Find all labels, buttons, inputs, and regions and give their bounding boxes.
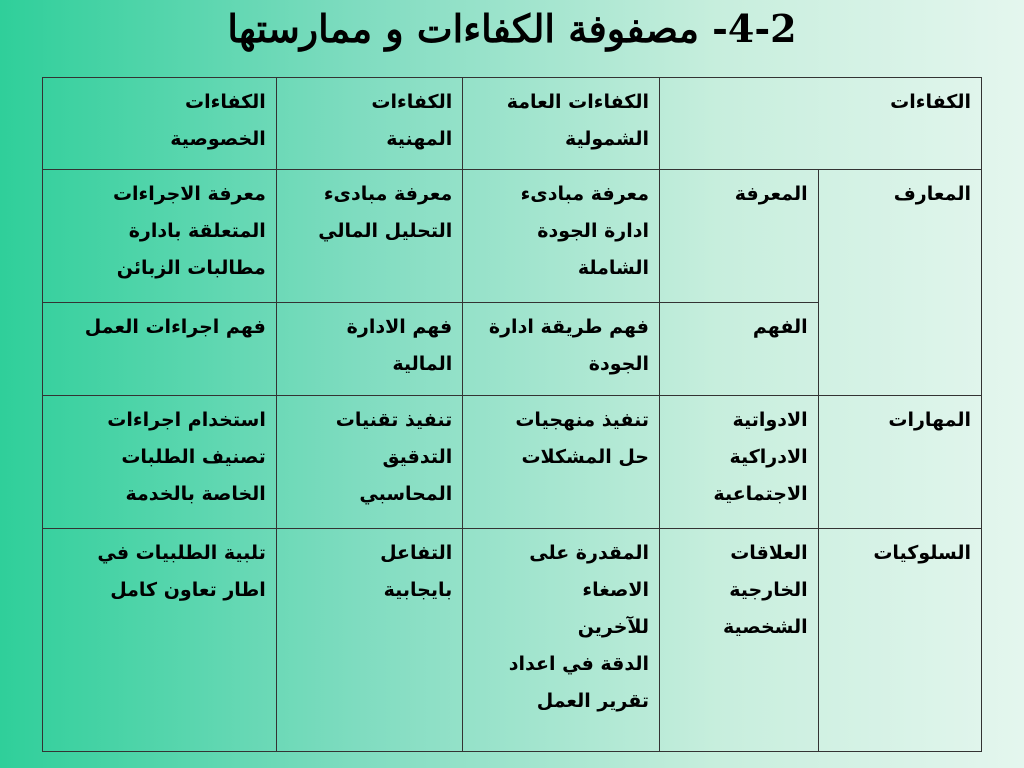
cell-professional: معرفة مبادىء التحليل المالي: [276, 170, 462, 303]
header-professional: الكفاءات المهنية: [276, 78, 462, 170]
cell-professional: تنفيذ تقنيات التدقيق المحاسبي: [276, 396, 462, 529]
row-sub-label: المعرفة: [660, 170, 819, 303]
table-row: [43, 396, 982, 529]
row-sub-label: العلاقات الخارجية الشخصية: [660, 529, 819, 752]
table-header-row: [43, 78, 982, 170]
header-specific: الكفاءات الخصوصية: [43, 78, 277, 170]
header-competencies: الكفاءات: [660, 78, 982, 170]
competency-matrix-table: [42, 77, 982, 752]
row-sub-label: الفهم: [660, 303, 819, 396]
table-row: [43, 170, 982, 303]
group-behaviors: السلوكيات: [818, 529, 981, 752]
group-skills: المهارات: [818, 396, 981, 529]
cell-specific: تلبية الطلبيات في اطار تعاون كامل: [43, 529, 277, 752]
page-title: 4-2- مصفوفة الكفاءات و ممارستها: [227, 6, 797, 51]
table-row: [43, 529, 982, 752]
cell-general: معرفة مبادىء ادارة الجودة الشاملة: [463, 170, 660, 303]
header-general: الكفاءات العامة الشمولية: [463, 78, 660, 170]
cell-general: تنفيذ منهجيات حل المشكلات: [463, 396, 660, 529]
group-knowledge: المعارف: [818, 170, 981, 396]
cell-general: المقدرة على الاصغاء للآخرين الدقة في اعداد تقرير العمل: [463, 529, 660, 752]
cell-specific: فهم اجراءات العمل: [43, 303, 277, 396]
cell-professional: التفاعل بايجابية: [276, 529, 462, 752]
row-sub-label: الادواتية الادراكية الاجتماعية: [660, 396, 819, 529]
cell-general: فهم طريقة ادارة الجودة: [463, 303, 660, 396]
cell-specific: معرفة الاجراءات المتعلقة بادارة مطالبات الزبائن: [43, 170, 277, 303]
cell-specific: استخدام اجراءات تصنيف الطلبات الخاصة بالخدمة: [43, 396, 277, 529]
cell-professional: فهم الادارة المالية: [276, 303, 462, 396]
